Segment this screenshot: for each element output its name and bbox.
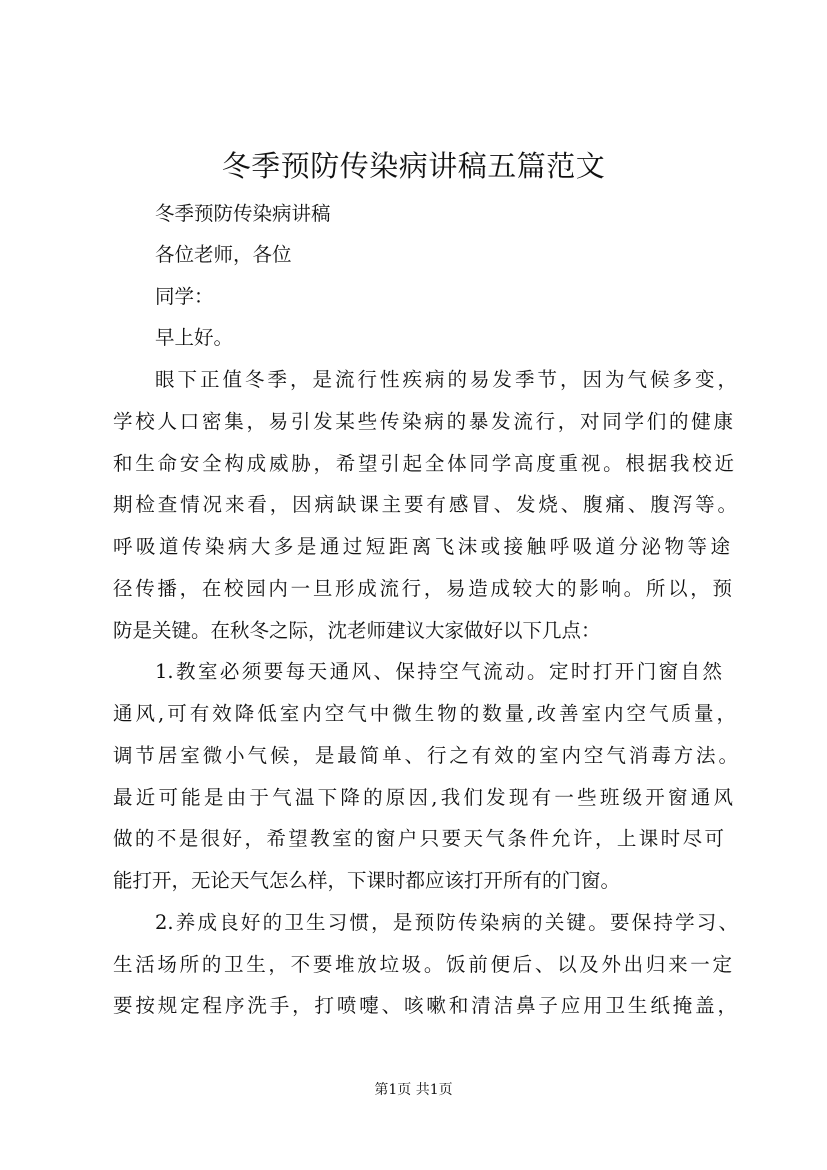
text-line: 各位老师，各位	[155, 243, 292, 266]
text-line: 冬季预防传染病讲稿	[155, 202, 331, 225]
page-footer: 第1页 共1页	[374, 1082, 453, 1098]
text-line: 期检查情况来看，因病缺课主要有感冒、发烧、腹痛、腹泻等。	[113, 493, 737, 516]
text-line: 做的不是很好，希望教室的窗户只要天气条件允许，上课时尽可	[113, 827, 724, 850]
text-line: 1.教室必须要每天通风、保持空气流动。定时打开门窗自然	[155, 660, 722, 683]
text-line: 能打开，无论天气怎么样，下课时都应该打开所有的门窗。	[113, 869, 621, 892]
text-line: 通风,可有效降低室内空气中微生物的数量,改善室内空气质量，	[113, 702, 736, 725]
text-line: 要按规定程序洗手，打喷嚏、咳嗽和清洁鼻子应用卫生纸掩盖，	[113, 994, 737, 1017]
text-line: 和生命安全构成威胁，希望引起全体同学高度重视。根据我校近	[113, 452, 734, 475]
text-line: 2.养成良好的卫生习惯，是预防传染病的关键。要保持学习、	[155, 911, 738, 934]
text-line: 最近可能是由于气温下降的原因,我们发现有一些班级开窗通风	[113, 786, 733, 809]
text-line: 呼吸道传染病大多是通过短距离飞沫或接触呼吸道分泌物等途	[113, 535, 730, 558]
text-line: 同学：	[155, 285, 214, 308]
text-line: 早上好。	[155, 326, 234, 349]
text-line: 防是关键。在秋冬之际，沈老师建议大家做好以下几点：	[113, 619, 601, 642]
text-line: 生活场所的卫生，不要堆放垃圾。饭前便后、以及外出归来一定	[113, 953, 732, 976]
text-line: 学校人口密集，易引发某些传染病的暴发流行，对同学们的健康	[113, 410, 733, 433]
text-line: 调节居室微小气候，是最简单、行之有效的室内空气消毒方法。	[113, 744, 738, 767]
text-line: 径传播，在校园内一旦形成流行，易造成较大的影响。所以，预	[113, 577, 732, 600]
document-title: 冬季预防传染病讲稿五篇范文	[221, 149, 606, 183]
text-line: 眼下正值冬季，是流行性疾病的易发季节，因为气候多变，	[155, 368, 737, 391]
